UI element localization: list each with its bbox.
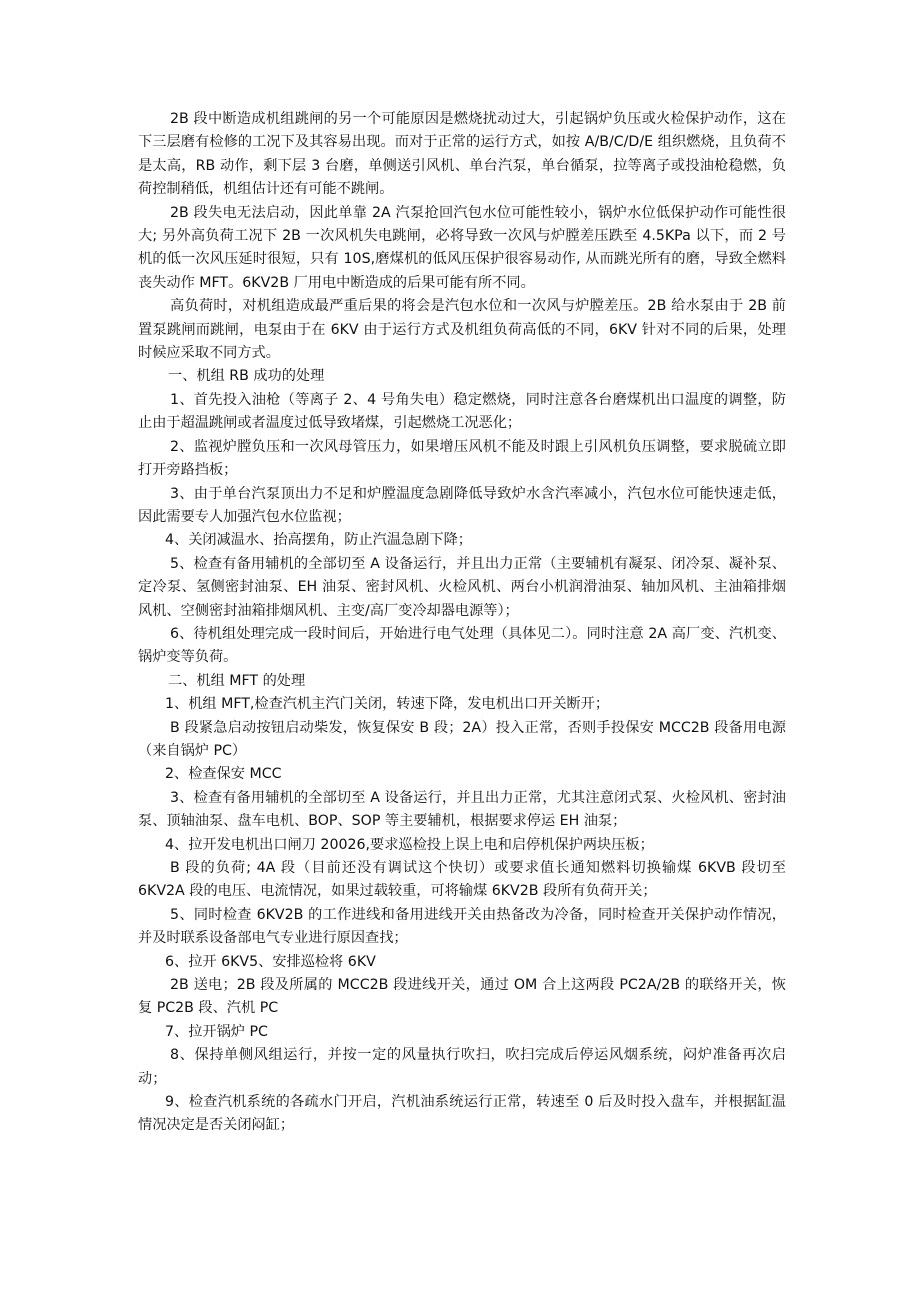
step-rb-3: 3、由于单台汽泵顶出力不足和炉膛温度急剧降低导致炉水含汽率减小，汽包水位可能快速走低，因此需要专人加强汽包水位监视； [138, 485, 786, 525]
step-mft-6: 6、拉开 6KV5、安排巡检将 6KV [165, 953, 376, 970]
section-heading-1: 一、机组 RB 成功的处理 [168, 368, 325, 385]
step-mft-1: 1、机组 MFT,检查汽机主汽门关闭，转速下降，发电机出口开关断开； [165, 696, 610, 713]
step-rb-6: 6、待机组处理完成一段时间后，开始进行电气处理（具体见二）。同时注意 2A 高厂变、汽机变、锅炉变等负荷。 [138, 625, 786, 666]
step-rb-2: 2、监视炉膛负压和一次风母管压力，如果增压风机不能及时跟上引风机负压调整，要求脱硫立即打开旁路挡板； [138, 438, 786, 479]
step-mft-4: 4、拉开发电机出口闸刀 20026,要求巡检投上误上电和启停机保护两块压板； [165, 836, 654, 853]
paragraph-2: 2B 段失电无法启动，因此单靠 2A 汽泵抢回汽包水位可能性较小，锅炉水位低保护动作可能性很大; 另外高负荷工况下 2B 一次风机失电跳闸，必将导致一次风与炉膛差压跌至 4.5KPa 以下，而 2 号机的低一次风压延时很短，只有 10S,磨煤机的低风压保护很容易动作, 从而跳光所有的磨，导致全燃料丧失动作 MFT。6KV2B 厂用电中断造成的后果可能有所不同。 [138, 204, 786, 291]
step-mft-2: 2、检查保安 MCC [165, 766, 282, 783]
step-mft-4-continued: B 段的负荷; 4A 段（目前还没有调试这个快切）或要求值长通知燃料切换输煤 6KVB 段切至 6KV2A 段的电压、电流情况，如果过载较重，可将输煤 6KV2B 段所有负荷开关； [138, 860, 786, 900]
step-mft-5: 5、同时检查 6KV2B 的工作进线和备用进线开关由热备改为冷备，同时检查开关保护动作情况，并及时联系设备部电气专业进行原因查找； [138, 906, 786, 947]
step-mft-7: 7、拉开锅炉 PC [165, 1023, 268, 1040]
step-mft-6-continued: 2B 送电；2B 段及所属的 MCC2B 段进线开关，通过 OM 合上这两段 PC2A/2B 的联络开关，恢复 PC2B 段、汽机 PC [138, 977, 786, 1017]
step-mft-3: 3、检查有备用辅机的全部切至 A 设备运行，并且出力正常，尤其注意闭式泵、火检风机、密封油泵、顶轴油泵、盘车电机、BOP、SOP 等主要辅机，根据要求停运 EH 油泵； [138, 789, 786, 830]
step-rb-5: 5、检查有备用辅机的全部切至 A 设备运行，并且出力正常（主要辅机有凝泵、闭冷泵、凝补泵、定冷泵、氢侧密封油泵、EH 油泵、密封风机、火检风机、两台小机润滑油泵、轴加风机、主油箱排烟风机、空侧密封油箱排烟风机、主变/高厂变冷却器电源等）； [138, 555, 786, 619]
document-body [138, 108, 786, 1138]
step-mft-9: 9、检查汽机系统的各疏水门开启，汽机油系统运行正常，转速至 0 后及时投入盘车，并根据缸温情况决定是否关闭闷缸； [138, 1094, 786, 1134]
paragraph-1: 2B 段中断造成机组跳闸的另一个可能原因是燃烧扰动过大，引起锅炉负压或火检保护动作，这在下三层磨有检修的工况下及其容易出现。而对于正常的运行方式，如按 A/B/C/D/E 组织燃烧，且负荷不是太高，RB 动作，剩下层 3 台磨，单侧送引风机、单台汽泵，单台循泵，拉等离子或投油枪稳燃，负荷控制稍低，机组估计还有可能不跳闸。 [138, 111, 786, 198]
step-mft-1-continued: B 段紧急启动按钮启动柴发，恢复保安 B 段；2A）投入正常，否则手投保安 MCC2B 段备用电源（来自锅炉 PC） [138, 719, 786, 759]
step-rb-1: 1、首先投入油枪（等离子 2、4 号角失电）稳定燃烧，同时注意各台磨煤机出口温度的调整，防止由于超温跳闸或者温度过低导致堵煤，引起燃烧工况恶化； [138, 391, 786, 432]
step-mft-8: 8、保持单侧风组运行，并按一定的风量执行吹扫，吹扫完成后停运风烟系统，闷炉准备再次启动； [138, 1047, 786, 1087]
paragraph-3: 高负荷时，对机组造成最严重后果的将会是汽包水位和一次风与炉膛差压。2B 给水泵由于 2B 前置泵跳闸而跳闸，电泵由于在 6KV 由于运行方式及机组负荷高低的不同，6KV 针对不同的后果，处理时候应采取不同方式。 [138, 298, 786, 362]
section-heading-2: 二、机组 MFT 的处理 [168, 672, 306, 689]
step-rb-4: 4、关闭减温水、抬高摆角，防止汽温急剧下降； [165, 532, 472, 549]
